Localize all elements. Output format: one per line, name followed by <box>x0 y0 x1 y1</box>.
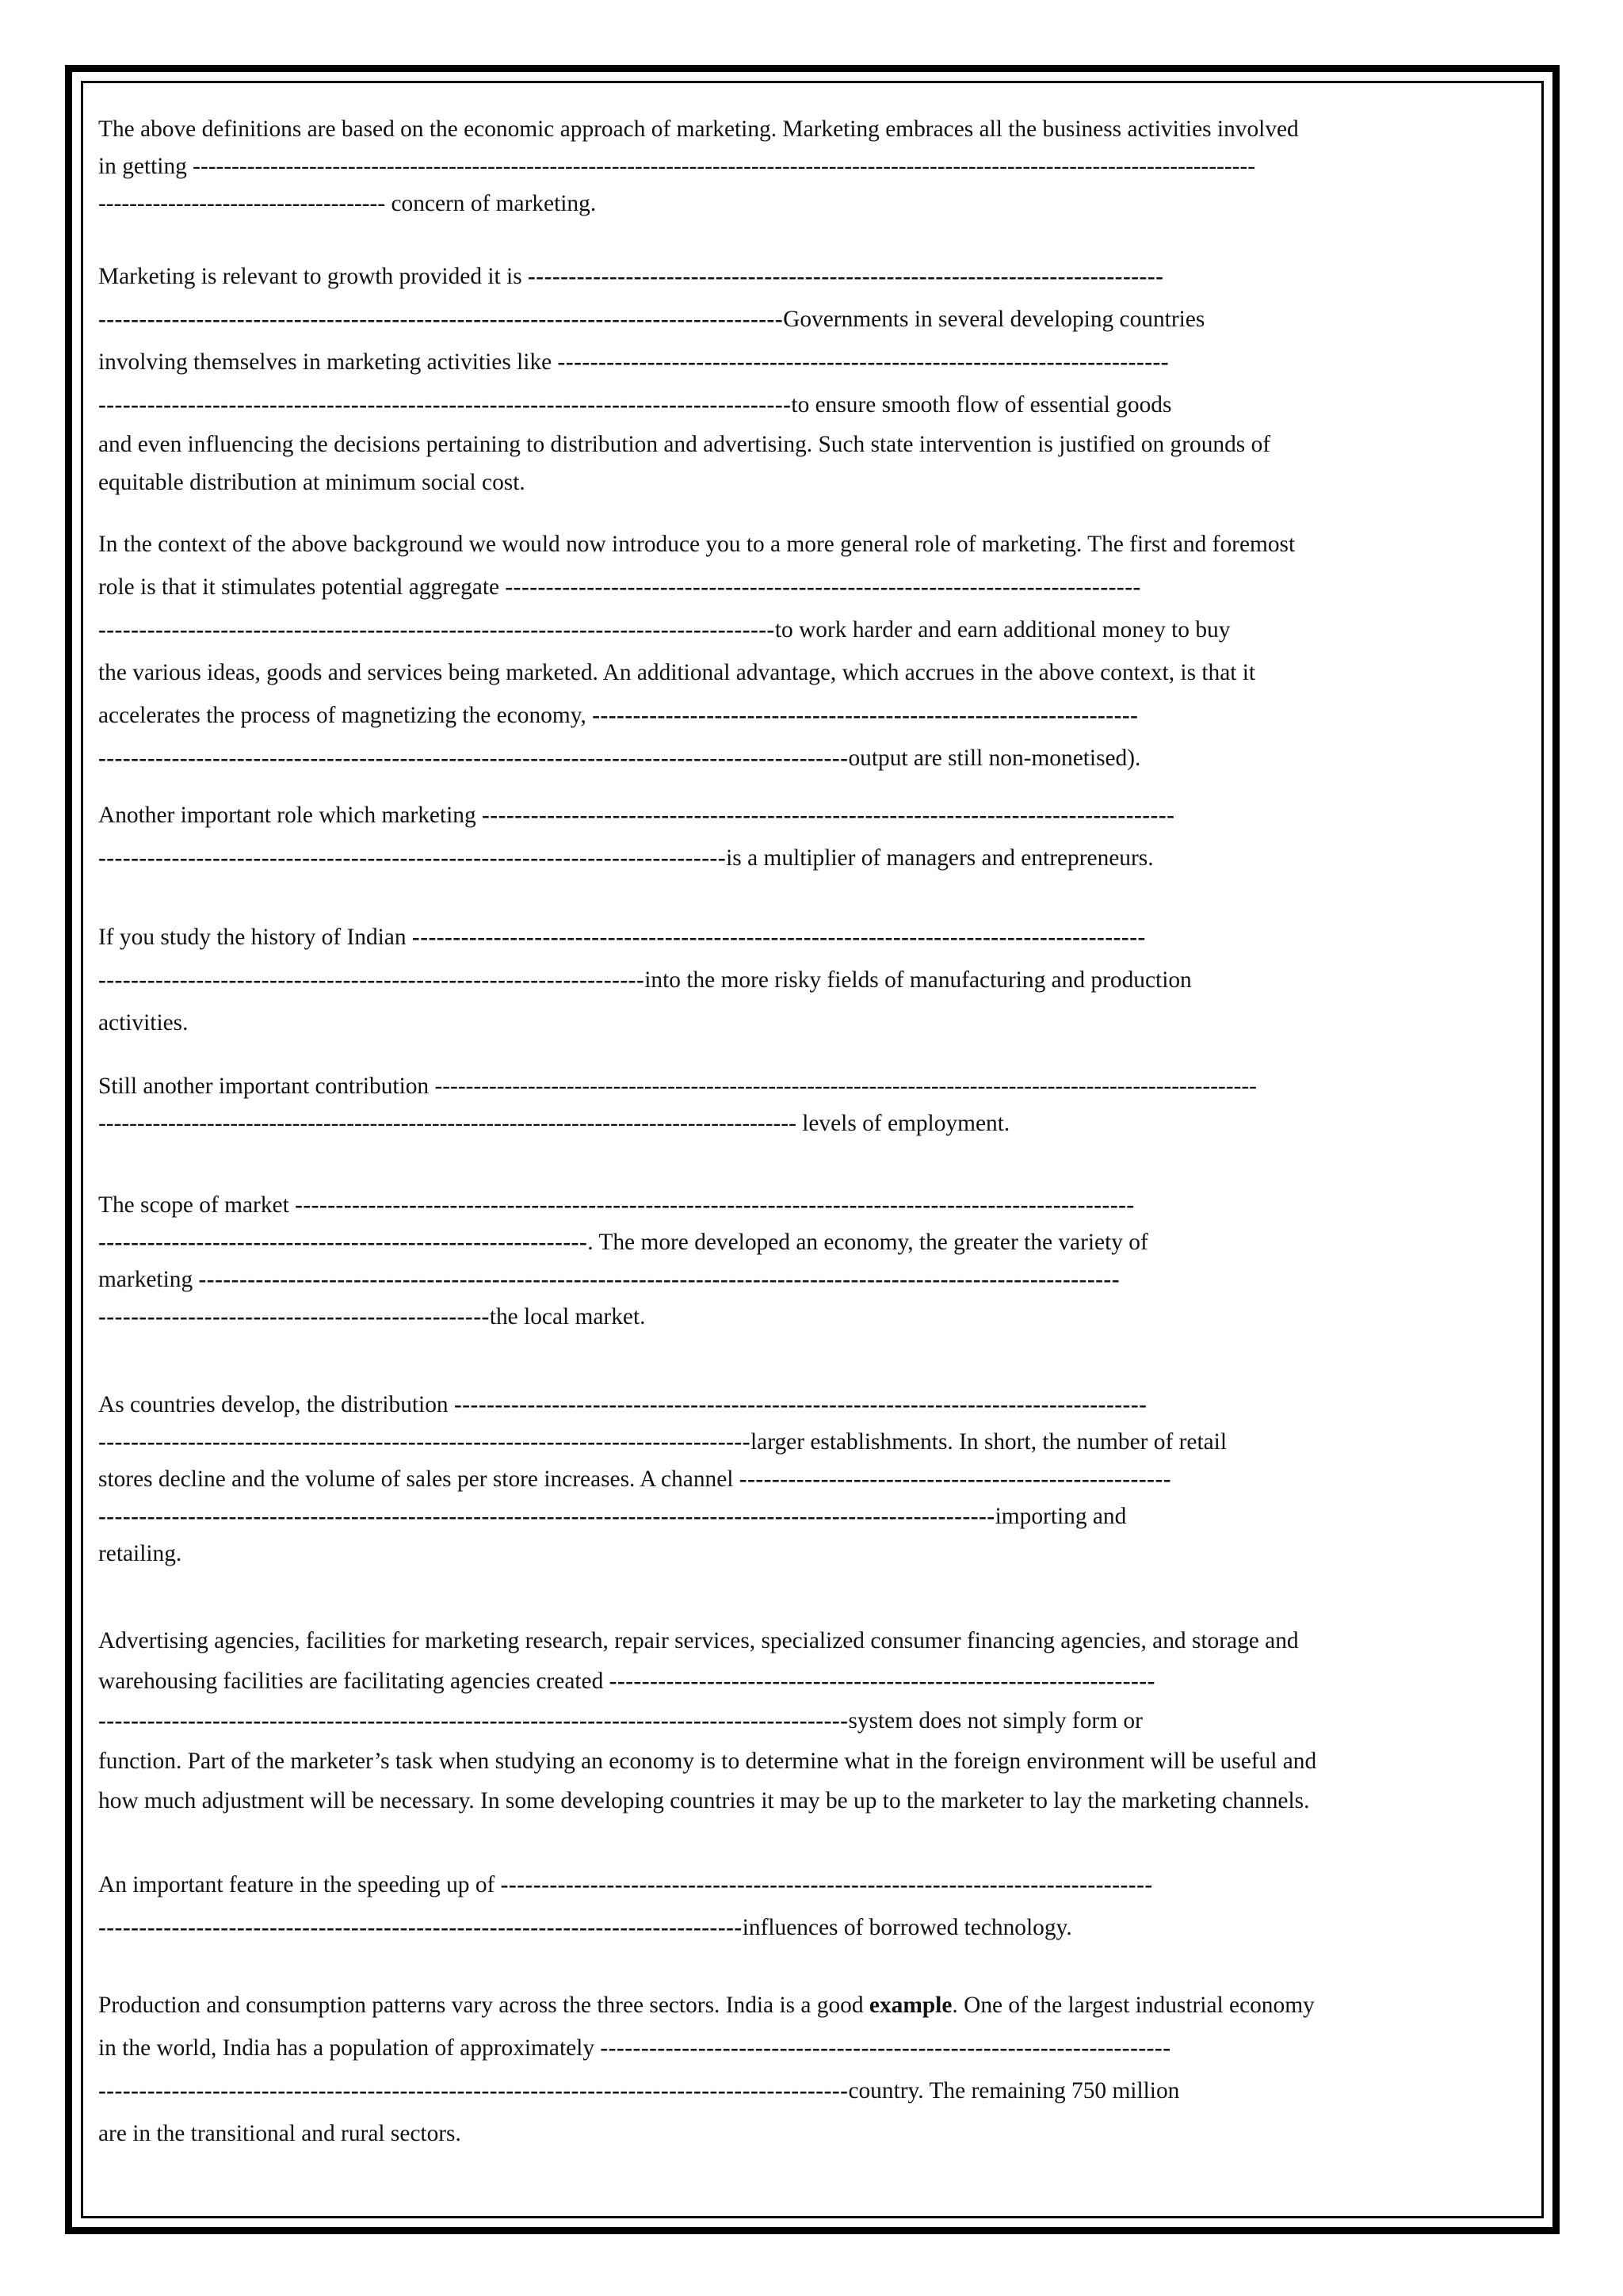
blank-dashes: -------------------------------------------------------------------------------------------- <box>98 1708 849 1734</box>
text-run: influences of borrowed technology. <box>742 1915 1072 1941</box>
blank-dashes: ------------------------------------------------------------------------------------------ <box>411 925 1146 950</box>
paragraph-5 <box>98 916 1192 1044</box>
blank-dashes: -------------------------------------------------------------------------------- <box>500 1872 1153 1897</box>
text-line: in getting ----------------------------------------------------------------------------------------------------------------------------------------- <box>98 154 1256 180</box>
blank-dashes: ---------------------------------------------------------------------- <box>600 2035 1171 2061</box>
blank-dashes: ----------------------------------------------------- <box>739 1466 1172 1493</box>
text-line <box>98 1661 1316 1702</box>
text-line <box>98 1498 1227 1535</box>
paragraph-3 <box>98 523 1295 780</box>
text-line <box>98 298 1270 341</box>
text-line: and even influencing the decisions pertaining to distribution and advertising. Such state intervention is justified on grounds of <box>98 432 1271 458</box>
text-line <box>98 2069 1315 2112</box>
text-line <box>98 255 1270 298</box>
text-line: Still another important contribution ---------------------------------------------------------------------------------------------------------- <box>98 1074 1257 1099</box>
text-run: role is that it stimulates potential aggregate <box>98 574 506 601</box>
text-line <box>98 1984 1315 2027</box>
blank-dashes: ------------------------------------------------------------------------------------- <box>482 803 1175 828</box>
text-line <box>98 1424 1227 1461</box>
text-line: the various ideas, goods and services being marketed. An additional advantage, which accrues in the above context, is that it <box>98 660 1256 686</box>
bold-word: example <box>869 1993 953 2018</box>
paragraph-10 <box>98 1863 1153 1949</box>
text-run: marketing <box>98 1267 199 1293</box>
text-line <box>98 837 1174 879</box>
text-run: is a multiplier of managers and entrepreneurs. <box>726 845 1154 871</box>
text-line: retailing. <box>98 1541 182 1567</box>
text-line <box>98 1701 1316 1741</box>
text-run: As countries develop, the distribution <box>98 1392 454 1417</box>
text-run: importing and <box>995 1504 1127 1530</box>
text-line: activities. <box>98 1010 189 1036</box>
text-run: Marketing is relevant to growth provided it is <box>98 264 528 289</box>
text-run: The scope of market <box>98 1192 296 1218</box>
text-run: Another important role which marketing <box>98 803 482 828</box>
text-run: warehousing facilities are facilitating agencies created <box>98 1668 609 1694</box>
paragraph-11 <box>98 1984 1315 2155</box>
text-line <box>98 694 1295 737</box>
text-line: ------------------------------------------------------------------------------------------ levels of employment. <box>98 1111 1010 1137</box>
text-run: involving themselves in marketing activities like <box>98 349 558 376</box>
text-line <box>98 608 1295 651</box>
text-line <box>98 566 1295 608</box>
text-run: stores decline and the volume of sales per store increases. A channel <box>98 1466 739 1493</box>
blank-dashes: ------------------------------------------------------------------- <box>98 967 645 994</box>
text-line <box>98 794 1174 837</box>
text-line <box>98 2027 1315 2069</box>
text-run: system does not simply form or <box>848 1708 1143 1734</box>
text-run: the local market. <box>489 1304 646 1330</box>
text-line <box>98 1386 1227 1424</box>
text-line: In the context of the above background we would now introduce you to a more general role of marketing. The first and foremost <box>98 532 1296 557</box>
blank-dashes: ------------------------------------------------------------------------------- <box>98 1915 743 1941</box>
blank-dashes: -------------------------------------------------------------------------------------------- <box>98 746 849 772</box>
text-line <box>98 341 1270 383</box>
text-run: to ensure smooth flow of essential goods <box>791 392 1172 418</box>
text-line <box>98 1261 1148 1299</box>
blank-dashes: ----------------------------------------------------------------------------------------------------------------- <box>198 1267 1120 1293</box>
text-run: to work harder and earn additional money to buy <box>774 617 1231 643</box>
text-run: in the world, India has a population of approximately <box>98 2035 601 2061</box>
text-line: Advertising agencies, facilities for marketing research, repair services, specialized consumer financing agencies, and storage and <box>98 1628 1299 1653</box>
text-line <box>98 1461 1227 1498</box>
paragraph-4 <box>98 794 1174 879</box>
text-line: how much adjustment will be necessary. In some developing countries it may be up to the marketer to lay the marketing channels. <box>98 1788 1310 1814</box>
text-line <box>98 959 1192 1001</box>
blank-dashes: ------------------------------------------------------------------------------------------------------- <box>295 1192 1135 1218</box>
text-run: If you study the history of Indian <box>98 925 412 950</box>
blank-dashes: ------------------------------------------------------------ <box>98 1230 588 1256</box>
text-run: . One of the largest industrial economy <box>952 1993 1315 2018</box>
text-line <box>98 1299 1148 1336</box>
blank-dashes: -------------------------------------------------------------------------------------------- <box>98 2078 849 2104</box>
text-run: output are still non-monetised). <box>848 746 1141 772</box>
blank-dashes: ------------------------------------------------------------------------------ <box>528 264 1164 289</box>
text-run: country. The remaining 750 million <box>848 2078 1180 2104</box>
text-line <box>98 1906 1153 1949</box>
text-run: . The more developed an economy, the greater the variety of <box>587 1230 1148 1256</box>
text-line <box>98 1224 1148 1261</box>
blank-dashes: ------------------------------------------------------------------------------------- <box>453 1392 1148 1417</box>
blank-dashes: -------------------------------------------------------------------------------- <box>98 1429 750 1455</box>
text-line <box>98 916 1192 959</box>
text-line: are in the transitional and rural sectors. <box>98 2121 461 2147</box>
blank-dashes: ----------------------------------------------------------------------------------- <box>98 617 775 643</box>
blank-dashes: -------------------------------------------------------------------------------------------------------------- <box>98 1504 995 1530</box>
blank-dashes: ------------------------------------------------------------------- <box>609 1668 1155 1694</box>
paragraph-1 <box>98 111 1299 223</box>
paragraph-2 <box>98 255 1270 502</box>
blank-dashes: ------------------------------------------------------------------------------------- <box>98 392 792 418</box>
blank-dashes: ----------------------------------------------------------------------------- <box>98 845 727 871</box>
text-line <box>98 1187 1148 1224</box>
text-line: equitable distribution at minimum social cost. <box>98 470 525 495</box>
text-line <box>98 383 1270 426</box>
text-run: larger establishments. In short, the number of retail <box>750 1429 1227 1455</box>
paragraph-6 <box>98 1068 1257 1142</box>
text-run: into the more risky fields of manufacturing and production <box>644 967 1192 994</box>
blank-dashes: --------------------------------------------------------------------------- <box>557 349 1170 376</box>
paragraph-7 <box>98 1187 1148 1336</box>
blank-dashes: ------------------------------------------------------------------------------------ <box>98 307 784 333</box>
paragraph-8 <box>98 1386 1227 1573</box>
text-line: ------------------------------------- concern of marketing. <box>98 191 597 217</box>
blank-dashes: ------------------------------------------------------------------------------ <box>505 574 1141 601</box>
text-line <box>98 1863 1153 1906</box>
blank-dashes: ------------------------------------------------------------------- <box>592 703 1139 729</box>
text-line: function. Part of the marketer’s task when studying an economy is to determine what in the foreign environment will be useful and <box>98 1748 1317 1774</box>
text-line <box>98 737 1295 780</box>
text-run: An important feature in the speeding up of <box>98 1872 501 1897</box>
text-run: Governments in several developing countries <box>783 307 1205 333</box>
blank-dashes: ------------------------------------------------ <box>98 1304 490 1330</box>
text-line: The above definitions are based on the economic approach of marketing. Marketing embraces all the business activities involved <box>98 116 1299 142</box>
text-run: Production and consumption patterns vary across the three sectors. India is a good <box>98 1993 869 2018</box>
text-run: accelerates the process of magnetizing the economy, <box>98 703 593 729</box>
paragraph-9 <box>98 1621 1316 1821</box>
